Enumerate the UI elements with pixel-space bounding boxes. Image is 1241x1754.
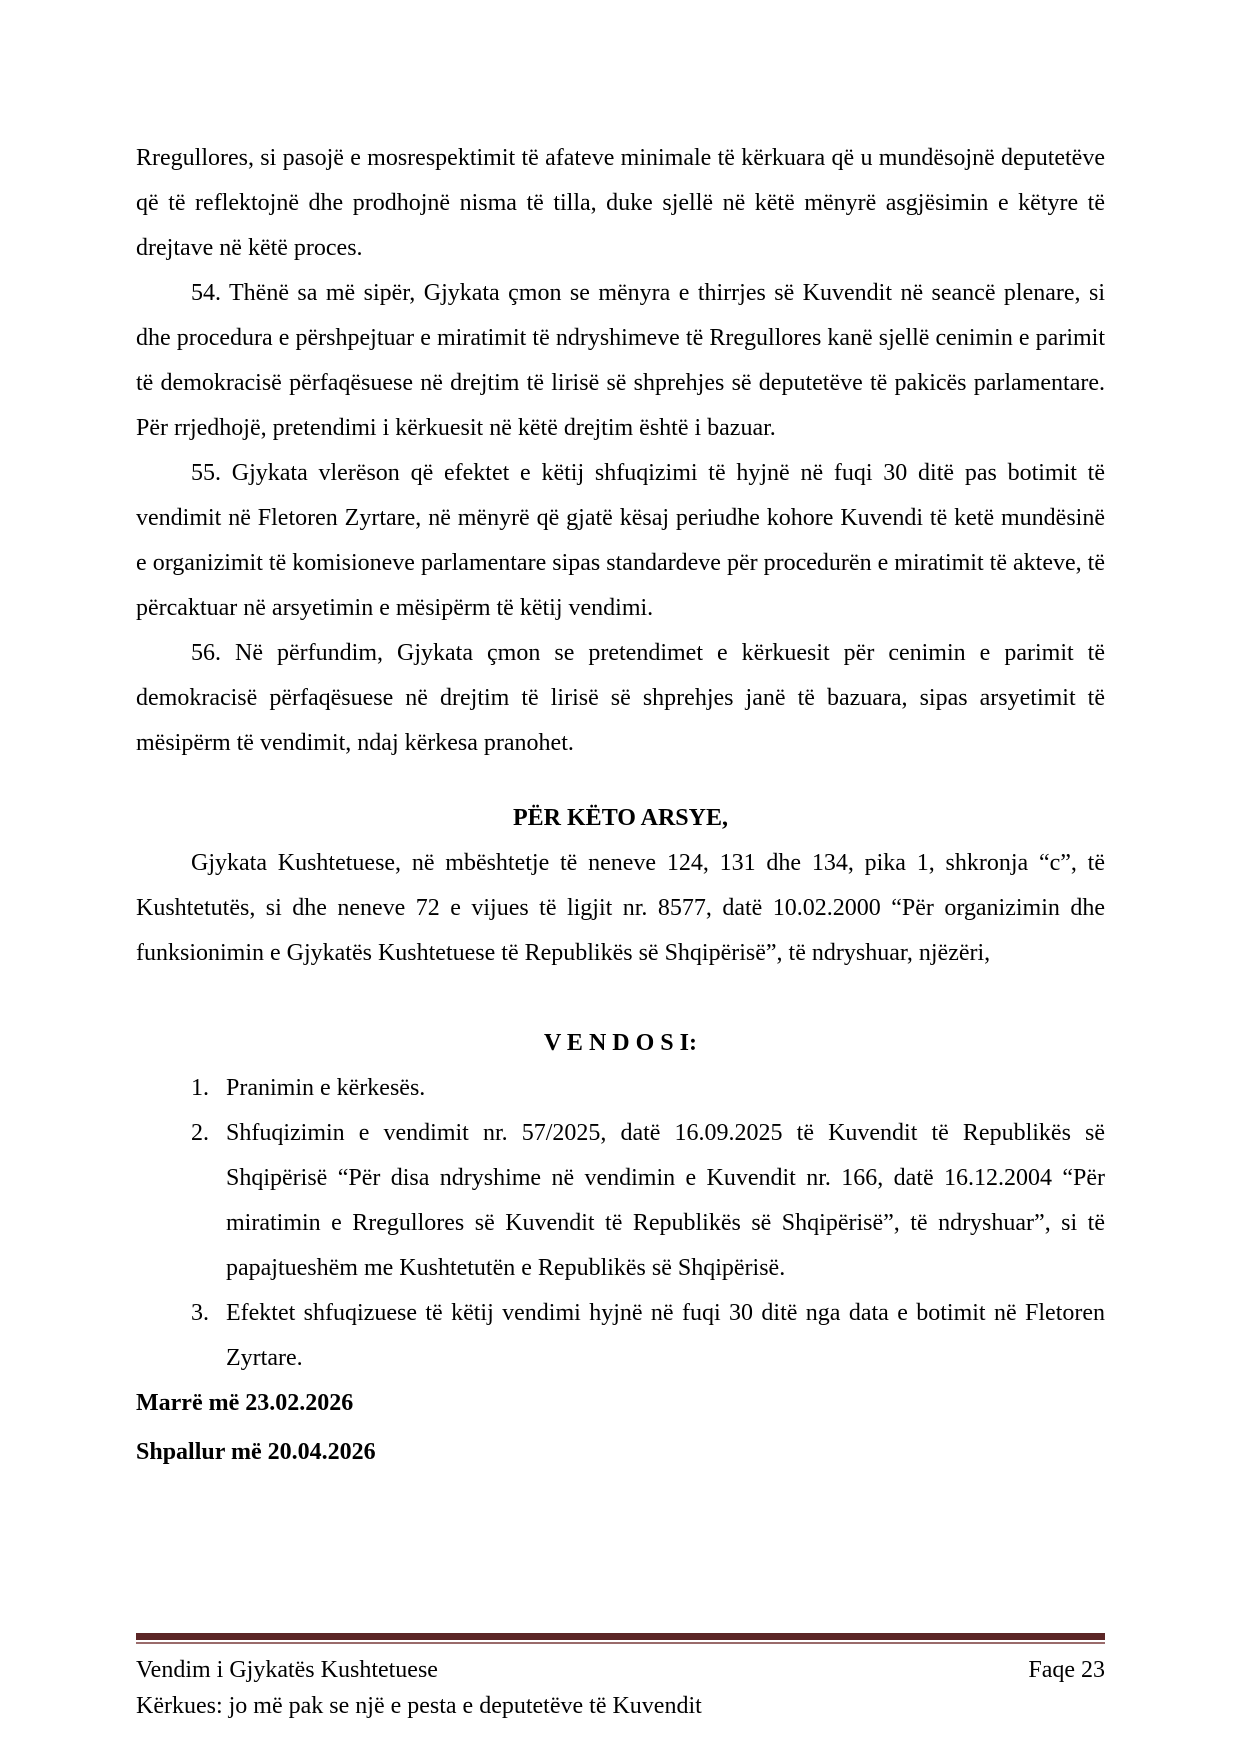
decision-item-3 — [136, 1291, 1105, 1381]
footer-page-number: Faqe 23 — [1028, 1657, 1105, 1683]
footer-requester: Kërkues: jo më pak se një e pesta e deputetëve të Kuvendit — [136, 1693, 702, 1719]
paragraph-56: 56. Në përfundim, Gjykata çmon se pretendimet e kërkuesit për cenimin e parimit të demokracisë përfaqësuese në drejtim të lirisë së shprehjes janë të bazuara, sipas arsyetimit të mësipërm të vendimit, ndaj kërkesa pranohet. — [136, 640, 1105, 756]
footer-doc-title: Vendim i Gjykatës Kushtetuese — [136, 1657, 438, 1683]
heading-vendosi: V E N D O S I: — [544, 1030, 697, 1056]
decision-item-2-text: Shfuqizimin e vendimit nr. 57/2025, datë 16.09.2025 të Kuvendit të Republikës së Shqipërisë “Për disa ndryshime në vendimin e Kuvendit nr. 166, datë 16.12.2004 “Për miratimin e Rregullores së Kuvendit të Republikës së Shqipërisë”, të ndryshuar”, si të papajtueshëm me Kushtetutën e Republikës së Shqipërisë. — [226, 1120, 1105, 1281]
heading-per-keto-arsye: PËR KËTO ARSYE, — [513, 805, 728, 831]
decision-item-1-text: Pranimin e kërkesës. — [226, 1075, 426, 1101]
decision-item-2 — [136, 1111, 1105, 1291]
decision-list — [136, 1066, 1105, 1381]
footer-rule-thin — [136, 1642, 1105, 1644]
paragraph-55: 55. Gjykata vlerëson që efektet e këtij shfuqizimi të hyjnë në fuqi 30 ditë pas botimit të vendimit në Fletoren Zyrtare, në mënyrë që gjatë kësaj periudhe kohore Kuvendi të ketë mundësinë e organizimit të komisioneve parlamentare sipas standardeve për procedurën e miratimit të akteve, të përcaktuar në arsyetimin e mësipërm të këtij vendimi. — [136, 460, 1105, 621]
decision-item-3-text: Efektet shfuqizuese të këtij vendimi hyjnë në fuqi 30 ditë nga data e botimit në Fletoren Zyrtare. — [226, 1300, 1105, 1371]
decision-item-1-number: 1. — [191, 1075, 209, 1101]
date-adopted: Marrë më 23.02.2026 — [136, 1390, 354, 1416]
paragraph-legal-basis: Gjykata Kushtetuese, në mbështetje të neneve 124, 131 dhe 134, pika 1, shkronja “c”, të Kushtetutës, si dhe neneve 72 e vijues të ligjit nr. 8577, datë 10.02.2000 “Për organizimin dhe funksionimin e Gjykatës Kushtetuese të Republikës së Shqipërisë”, të ndryshuar, njëzëri, — [136, 850, 1105, 966]
date-announced: Shpallur më 20.04.2026 — [136, 1439, 376, 1465]
paragraph-54: 54. Thënë sa më sipër, Gjykata çmon se mënyra e thirrjes së Kuvendit në seancë plenare, si dhe procedura e përshpejtuar e miratimit të ndryshimeve të Rregullores kanë sjellë cenimin e parimit të demokracisë përfaqësuese në drejtim të lirisë së shprehjes së deputetëve të pakicës parlamentare. Për rrjedhojë, pretendimi i kërkuesit në këtë drejtim është i bazuar. — [136, 280, 1105, 441]
page-footer — [136, 1633, 1105, 1724]
paragraph-continuation: Rregullores, si pasojë e mosrespektimit të afateve minimale të kërkuara që u mundësojnë deputetëve që të reflektojnë dhe prodhojnë nisma të tilla, duke sjellë në këtë mënyrë asgjësimin e këtyre të drejtave në këtë proces. — [136, 145, 1105, 261]
decision-item-1 — [136, 1066, 1105, 1111]
decision-item-2-number: 2. — [191, 1120, 209, 1146]
decision-item-3-number: 3. — [191, 1300, 209, 1326]
footer-rule-thick — [136, 1633, 1105, 1640]
